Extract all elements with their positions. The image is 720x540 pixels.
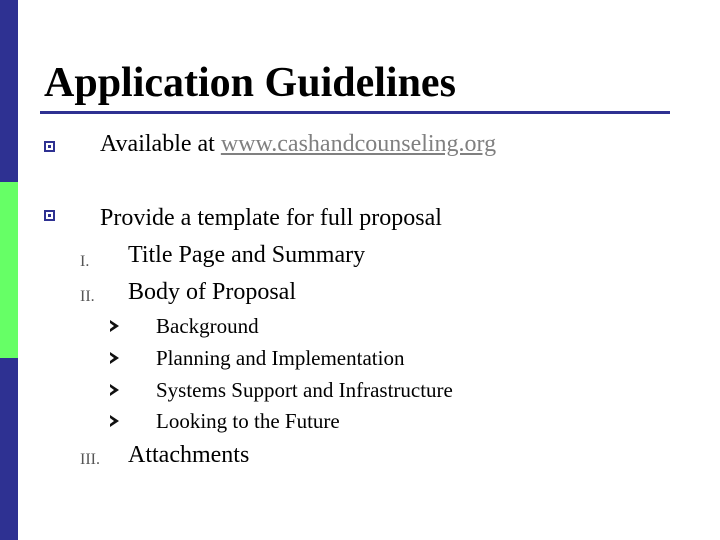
section-numeral: II. — [80, 288, 95, 305]
section-attachments: Attachments — [128, 442, 250, 468]
section-numeral: III. — [80, 451, 100, 468]
square-bullet-icon — [44, 141, 55, 152]
bullet-template: Provide a template for full proposal — [100, 205, 442, 231]
proposal-item: Planning and Implementation — [156, 346, 405, 370]
arrow-bullet-icon — [110, 415, 119, 427]
section-body: Body of Proposal — [128, 279, 296, 305]
website-link[interactable]: www.cashandcounseling.org — [220, 131, 497, 157]
available-prefix: Available at — [100, 131, 221, 157]
square-bullet-icon — [44, 210, 55, 221]
arrow-bullet-icon — [110, 384, 119, 396]
bullet-available — [100, 132, 496, 156]
left-highlight-bar — [0, 182, 18, 358]
title-underline — [40, 111, 670, 114]
proposal-item: Background — [156, 314, 259, 338]
proposal-item: Looking to the Future — [156, 409, 340, 433]
section-title-page: Title Page and Summary — [128, 242, 366, 268]
arrow-bullet-icon — [110, 320, 119, 332]
proposal-item: Systems Support and Infrastructure — [156, 378, 453, 402]
slide-title: Application Guidelines — [44, 60, 456, 106]
arrow-bullet-icon — [110, 352, 119, 364]
section-numeral: I. — [80, 253, 90, 270]
